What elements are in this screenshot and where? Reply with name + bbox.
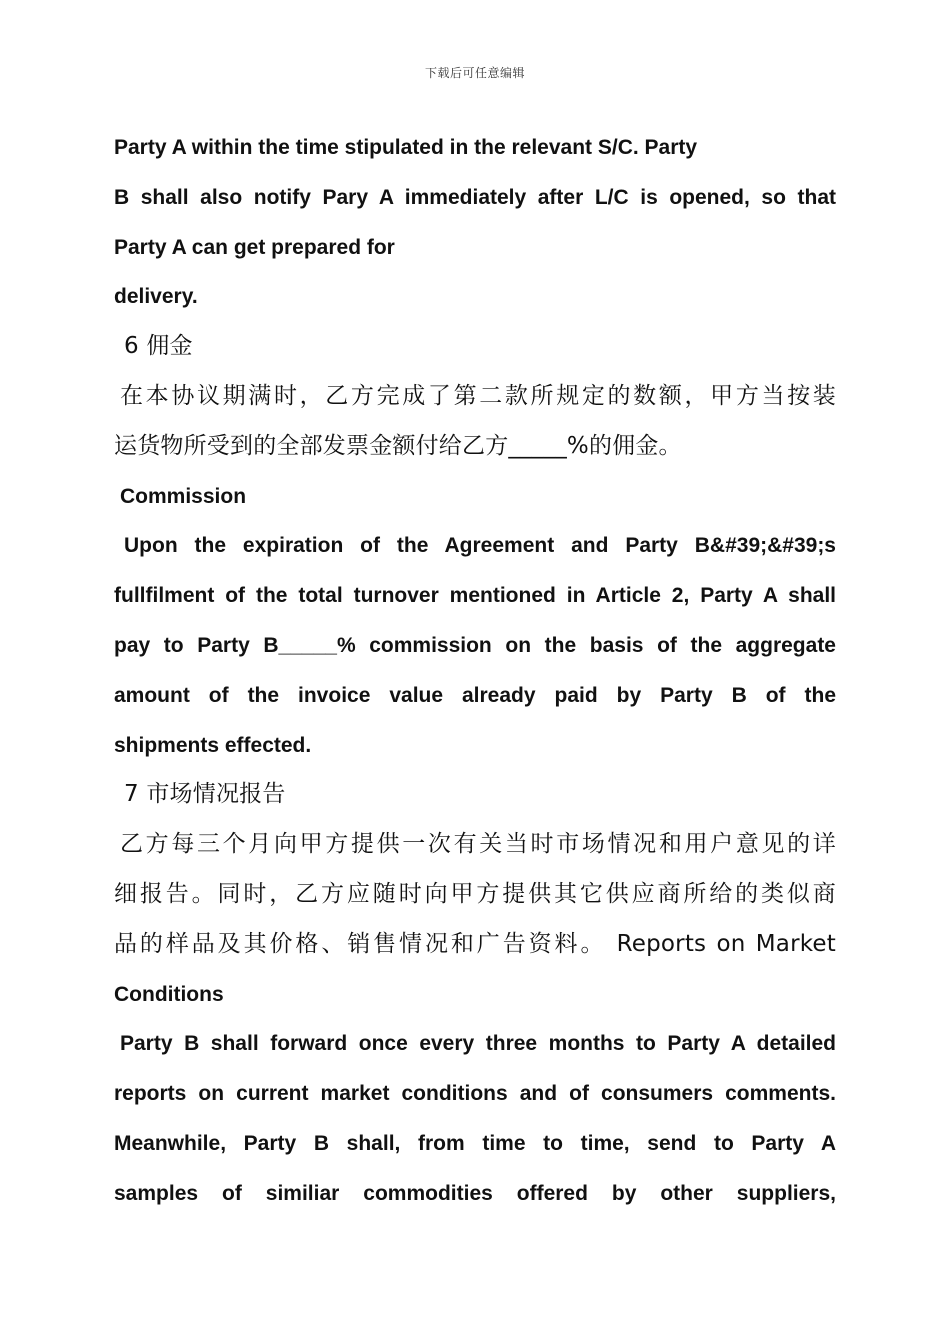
text-line: samples of similiar commodities offered by other suppliers, [114, 1181, 836, 1205]
text-line: Party B shall forward once every three months to Party A detailed [120, 1032, 836, 1056]
text-line: 品的样品及其价格、销售情况和广告资料。 Reports on Market [114, 930, 836, 957]
text-line: 乙方每三个月向甲方提供一次有关当时市场情况和用户意见的详 [120, 831, 836, 858]
text-line: 运货物所受到的全部发票金额付给乙方_____%的佣金。 [114, 432, 682, 459]
text-line: Upon the expiration of the Agreement and Party B&#39;&#39;s [124, 534, 836, 558]
text-line: Party A can get prepared for [114, 235, 395, 259]
text-line: B shall also notify Pary A immediately after L/C is opened, so that [114, 185, 836, 209]
text-line: reports on current market conditions and of consumers comments. [114, 1082, 836, 1106]
text-line: shipments effected. [114, 733, 312, 757]
text-line: Meanwhile, Party B shall, from time to time, send to Party A [114, 1131, 836, 1155]
text-line: 在本协议期满时，乙方完成了第二款所规定的数额，甲方当按装 [120, 382, 836, 409]
text-line: amount of the invoice value already paid by Party B of the [114, 683, 836, 707]
section-heading-commission-cn: 6 佣金 [124, 333, 193, 360]
section-heading-market-report-cn: 7 市场情况报告 [124, 781, 286, 808]
section-heading-commission: Commission [120, 484, 247, 508]
document-body [114, 123, 836, 1219]
page-header-watermark: 下载后可任意编辑 [424, 66, 525, 80]
text-line: delivery. [114, 285, 198, 309]
section-heading-market-report: Conditions [114, 982, 224, 1006]
text-line: Party A within the time stipulated in the relevant S/C. Party [114, 136, 698, 159]
text-line: 细报告。同时，乙方应随时向甲方提供其它供应商所给的类似商 [114, 880, 836, 907]
text-line: fullfilment of the total turnover mentioned in Article 2, Party A shall [114, 584, 836, 608]
text-line: pay to Party B_____% commission on the basis of the aggregate [114, 633, 836, 657]
